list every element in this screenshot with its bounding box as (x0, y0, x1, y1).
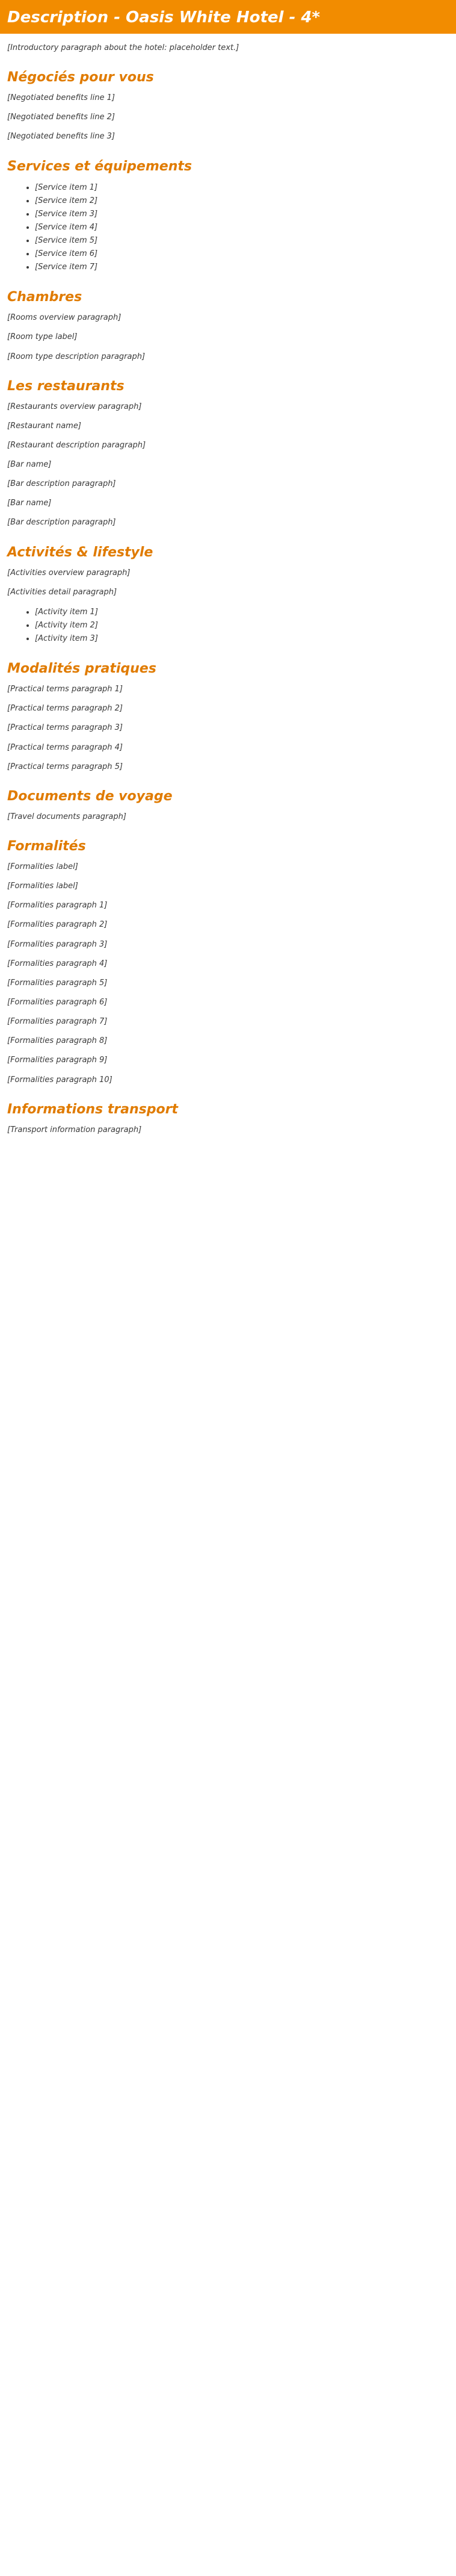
section-heading: Documents de voyage (7, 788, 173, 804)
section-modalites (7, 661, 449, 773)
section-restaurants (7, 379, 449, 529)
section-heading: Informations transport (7, 1101, 178, 1117)
section-heading: Modalités pratiques (7, 661, 156, 677)
paragraph: [Bar description paragraph] (7, 479, 116, 489)
paragraph: [Formalities paragraph 1] (7, 901, 108, 910)
bullet-item: • [Service item 7] (35, 261, 449, 274)
paragraph: [Activities overview paragraph] (7, 568, 131, 577)
paragraph: [Introductory paragraph about the hotel: placeholder text.] (7, 43, 239, 52)
page (0, 0, 456, 1168)
paragraph: [Restaurant name] (7, 421, 81, 431)
section-heading: Chambres (7, 290, 82, 305)
bullet-item: • [Service item 5] (35, 234, 449, 247)
paragraph: [Practical terms paragraph 5] (7, 762, 123, 771)
section-informations (7, 1102, 449, 1136)
paragraph: [Formalities paragraph 3] (7, 939, 108, 949)
paragraph: [Practical terms paragraph 2] (7, 704, 123, 714)
section-formalites (7, 839, 449, 1086)
paragraph: [Formalities paragraph 10] (7, 1075, 112, 1084)
paragraph: [Travel documents paragraph] (7, 812, 126, 821)
paragraph: [Restaurant description paragraph] (7, 440, 146, 450)
paragraph: [Formalities paragraph 4] (7, 959, 108, 968)
paragraph: [Rooms overview paragraph] (7, 313, 122, 323)
paragraph: [Bar name] (7, 499, 52, 508)
paragraph: [Formalities label] (7, 862, 78, 872)
paragraph: [Bar description paragraph] (7, 518, 116, 527)
section-heading: Formalités (7, 839, 86, 854)
paragraph: [Formalities paragraph 5] (7, 978, 108, 988)
paragraph: [Activities detail paragraph] (7, 587, 117, 597)
bullet-item: • [Activity item 3] (35, 632, 449, 646)
section-activites (7, 545, 449, 646)
section-heading: Négociés pour vous (7, 70, 154, 86)
paragraph: [Transport information paragraph] (7, 1125, 142, 1134)
section-heading: Activités & lifestyle (7, 544, 153, 560)
content (0, 42, 456, 1136)
paragraph: [Restaurants overview paragraph] (7, 402, 142, 411)
bullet-list (35, 606, 449, 646)
paragraph: [Formalities paragraph 9] (7, 1056, 108, 1065)
paragraph: [Negotiated benefits line 3] (7, 132, 115, 142)
paragraph: [Room type description paragraph] (7, 352, 146, 361)
section-documents (7, 789, 449, 823)
section-negocies (7, 70, 449, 143)
paragraph: [Room type label] (7, 332, 78, 342)
bullet-item: • [Service item 4] (35, 221, 449, 234)
section-intro (7, 42, 449, 54)
paragraph: [Formalities paragraph 8] (7, 1036, 108, 1046)
paragraph: [Bar name] (7, 460, 52, 470)
paragraph: [Formalities label] (7, 882, 78, 891)
paragraph: [Practical terms paragraph 1] (7, 685, 123, 694)
section-heading: Services et équipements (7, 158, 192, 174)
page-title: Description - Oasis White Hotel - 4* (0, 0, 456, 34)
paragraph: [Practical terms paragraph 3] (7, 723, 123, 733)
section-heading: Les restaurants (7, 378, 125, 394)
bullet-item: • [Service item 1] (35, 181, 449, 194)
paragraph: [Negotiated benefits line 2] (7, 113, 115, 122)
bullet-list (35, 181, 449, 275)
paragraph: [Practical terms paragraph 4] (7, 742, 123, 752)
bullet-item: • [Activity item 1] (35, 606, 449, 619)
section-services (7, 159, 449, 275)
bullet-item: • [Service item 6] (35, 247, 449, 261)
paragraph: [Formalities paragraph 6] (7, 998, 108, 1007)
paragraph: [Negotiated benefits line 1] (7, 93, 115, 103)
bullet-item: • [Activity item 2] (35, 619, 449, 632)
paragraph: [Formalities paragraph 7] (7, 1017, 108, 1027)
paragraph: [Formalities paragraph 2] (7, 920, 108, 930)
section-chambres (7, 290, 449, 362)
bullet-item: • [Service item 3] (35, 208, 449, 221)
bullet-item: • [Service item 2] (35, 194, 449, 208)
